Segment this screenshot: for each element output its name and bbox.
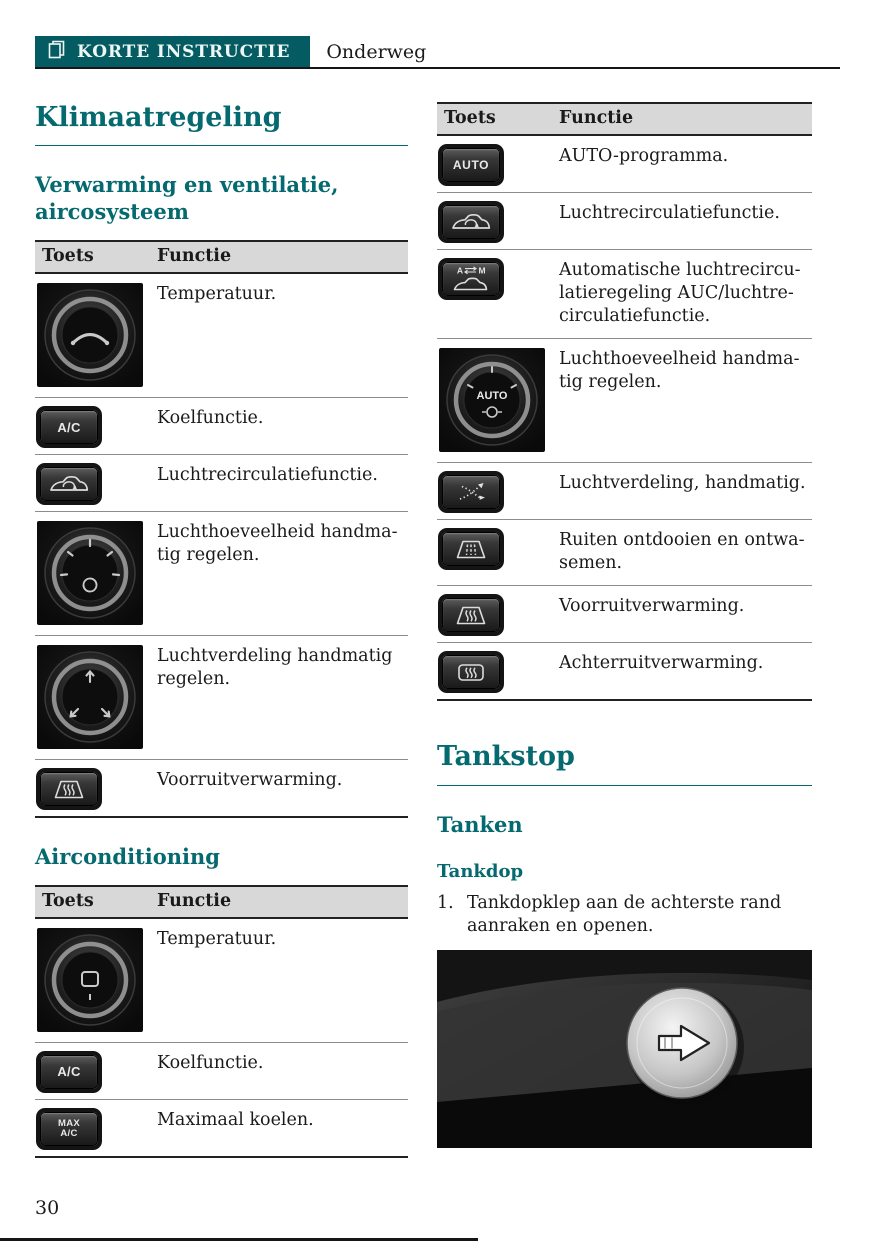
function-text: Luchtrecirculatiefunctie. bbox=[157, 465, 378, 486]
toets-cell bbox=[437, 529, 559, 575]
toets-cell bbox=[437, 202, 559, 239]
heading-klimaatregeling: Klimaatregeling bbox=[35, 102, 408, 146]
table-row bbox=[35, 274, 408, 398]
functie-cell bbox=[157, 521, 408, 625]
function-text: Luchthoeveelheid handmatig regelen. bbox=[157, 522, 398, 566]
functie-cell bbox=[559, 529, 812, 575]
page-header bbox=[35, 36, 840, 69]
temperature-dial-icon bbox=[37, 928, 143, 1032]
functie-cell bbox=[157, 1109, 408, 1146]
functie-cell bbox=[157, 407, 408, 444]
table-row bbox=[35, 919, 408, 1043]
toets-cell bbox=[35, 521, 157, 625]
auto-label-a: A bbox=[456, 265, 464, 276]
function-text: Ruiten ontdooien en ontwasemen. bbox=[559, 530, 805, 574]
table-row bbox=[35, 455, 408, 512]
column-header-toets: Toets bbox=[42, 246, 94, 267]
toets-cell bbox=[35, 769, 157, 806]
toets-cell bbox=[35, 407, 157, 444]
functie-cell bbox=[157, 769, 408, 806]
table-row bbox=[437, 136, 812, 193]
toets-cell bbox=[35, 283, 157, 387]
max-ac-button-label bbox=[58, 1119, 80, 1140]
heading-verwarming-ventilatie: Verwarming en ventilatie, aircosysteem bbox=[35, 172, 339, 225]
function-text: Luchtverdeling, handmatig. bbox=[559, 473, 806, 494]
function-text: Luchtverdeling handmatig regelen. bbox=[157, 646, 393, 690]
heading-tankdop: Tankdop bbox=[437, 860, 524, 882]
document-icon bbox=[47, 39, 66, 64]
functie-cell bbox=[559, 145, 812, 182]
function-text: Achterruitverwarming. bbox=[559, 653, 764, 674]
auto-label-m: M bbox=[478, 265, 486, 276]
tankdop-steps bbox=[437, 892, 812, 938]
table-row bbox=[35, 398, 408, 455]
functie-cell bbox=[157, 1052, 408, 1089]
table-row bbox=[35, 760, 408, 816]
step-text: Tankdopklep aan de achterste rand aanraken en openen. bbox=[467, 892, 782, 936]
table-row bbox=[35, 512, 408, 636]
automatic-airco-table bbox=[437, 102, 812, 701]
max-label: MAX bbox=[57, 1117, 80, 1129]
ac-label: A/C bbox=[60, 1127, 78, 1139]
column-header-toets: Toets bbox=[42, 890, 94, 911]
toets-cell bbox=[35, 1109, 157, 1146]
ac-button-icon bbox=[40, 410, 98, 444]
right-column bbox=[437, 102, 812, 1148]
ac-button-label: A/C bbox=[57, 1064, 81, 1080]
max-ac-button-icon bbox=[40, 1112, 98, 1146]
toets-cell bbox=[35, 1052, 157, 1089]
auto-button-label: AUTO bbox=[452, 157, 490, 172]
air-recirculation-icon bbox=[442, 205, 500, 239]
table-row bbox=[437, 250, 812, 339]
table-row bbox=[437, 586, 812, 643]
heading-tanken: Tanken bbox=[437, 811, 523, 837]
toets-cell bbox=[437, 652, 559, 689]
chapter-badge bbox=[35, 36, 310, 67]
toets-cell bbox=[437, 348, 559, 452]
fan-dial-icon bbox=[37, 521, 143, 625]
functie-cell bbox=[559, 652, 812, 689]
heating-table bbox=[35, 240, 408, 818]
toets-cell bbox=[35, 464, 157, 501]
ac-button-label: A/C bbox=[57, 419, 81, 435]
list-item bbox=[437, 892, 812, 938]
table-row bbox=[437, 520, 812, 586]
toets-cell bbox=[437, 472, 559, 509]
page-number: 30 bbox=[35, 1197, 60, 1219]
rear-window-heating-icon bbox=[442, 655, 500, 689]
function-text: Temperatuur. bbox=[157, 928, 277, 949]
table-header-row bbox=[35, 242, 408, 274]
airconditioning-table bbox=[35, 885, 408, 1158]
table-header-row bbox=[35, 887, 408, 919]
function-text: Koelfunctie. bbox=[157, 408, 264, 429]
column-header-toets: Toets bbox=[444, 108, 496, 128]
function-text: Maximaal koelen. bbox=[157, 1109, 314, 1130]
defrost-icon bbox=[442, 532, 500, 566]
auto-recirculation-icon bbox=[442, 262, 500, 296]
temperature-dial-icon bbox=[37, 283, 143, 387]
functie-cell bbox=[157, 645, 408, 749]
toets-cell bbox=[35, 645, 157, 749]
chapter-badge-label: KORTE INSTRUCTIE bbox=[77, 41, 291, 62]
functie-cell bbox=[157, 464, 408, 501]
functie-cell bbox=[157, 928, 408, 1032]
air-distribution-icon bbox=[442, 475, 500, 509]
auto-dial-label: AUTO bbox=[476, 390, 508, 403]
left-column bbox=[35, 102, 408, 1158]
toets-cell bbox=[437, 145, 559, 182]
windscreen-heating-icon bbox=[442, 598, 500, 632]
section-label: Onderweg bbox=[326, 40, 427, 63]
function-text: Automatische luchtrecirculatieregeling AUC/luchtrecirculatiefunctie. bbox=[559, 259, 801, 327]
fuel-flap-photo bbox=[437, 950, 812, 1148]
function-text: Luchthoeveelheid handmatig regelen. bbox=[559, 349, 800, 393]
function-text: AUTO-programma. bbox=[559, 145, 729, 166]
step-number: 1. bbox=[437, 892, 454, 913]
functie-cell bbox=[559, 259, 812, 328]
function-text: Voorruitverwarming. bbox=[559, 596, 745, 617]
ac-button-icon bbox=[40, 1055, 98, 1089]
auto-button-icon bbox=[442, 148, 500, 182]
heading-airconditioning: Airconditioning bbox=[35, 844, 220, 870]
function-text: Luchtrecirculatiefunctie. bbox=[559, 202, 780, 223]
functie-cell bbox=[559, 348, 812, 452]
air-distribution-dial-icon bbox=[37, 645, 143, 749]
heading-tankstop: Tankstop bbox=[437, 741, 812, 785]
functie-cell bbox=[559, 202, 812, 239]
table-row bbox=[35, 1100, 408, 1156]
table-row bbox=[437, 643, 812, 699]
functie-cell bbox=[559, 595, 812, 632]
air-recirculation-icon bbox=[40, 467, 98, 501]
auto-fan-dial-icon bbox=[439, 348, 545, 452]
function-text: Temperatuur. bbox=[157, 284, 277, 305]
functie-cell bbox=[559, 472, 812, 509]
column-header-functie: Functie bbox=[157, 890, 232, 911]
table-row bbox=[437, 463, 812, 520]
table-row bbox=[35, 1043, 408, 1100]
table-row bbox=[437, 193, 812, 250]
table-row bbox=[35, 636, 408, 760]
column-header-functie: Functie bbox=[157, 246, 232, 267]
functie-cell bbox=[157, 283, 408, 387]
column-header-functie: Functie bbox=[559, 108, 634, 128]
toets-cell bbox=[437, 595, 559, 632]
toets-cell bbox=[35, 928, 157, 1032]
toets-cell bbox=[437, 259, 559, 328]
function-text: Voorruitverwarming. bbox=[157, 770, 343, 791]
table-header-row bbox=[437, 104, 812, 136]
table-row bbox=[437, 339, 812, 463]
windscreen-heating-icon bbox=[40, 772, 98, 806]
function-text: Koelfunctie. bbox=[157, 1052, 264, 1073]
